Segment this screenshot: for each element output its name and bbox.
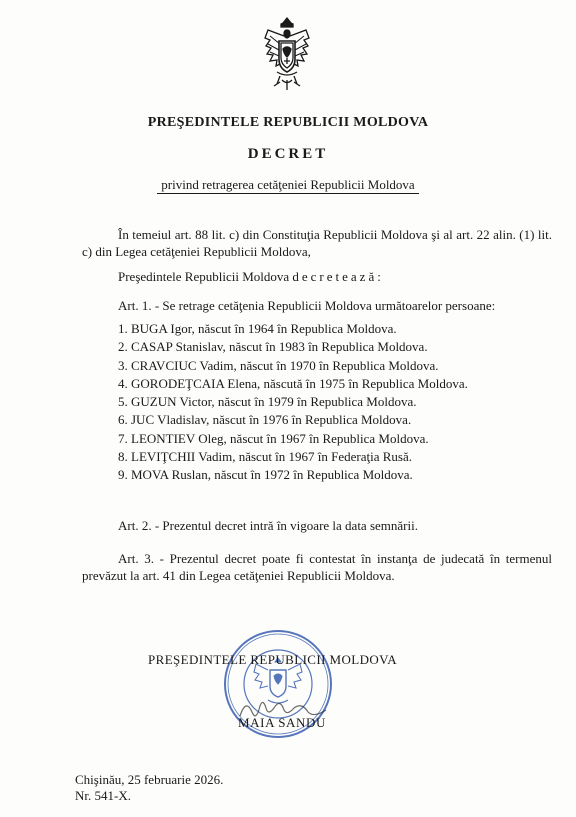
list-item: 3. CRAVCIUC Vadim, născut în 1970 în Republica Moldova.: [118, 357, 439, 373]
persons-list: [118, 320, 558, 485]
list-item: 4. GORODEŢCAIA Elena, născută în 1975 în Republica Moldova.: [118, 375, 468, 391]
decree-subject-text: privind retragerea cetăţeniei Republicii Moldova: [157, 177, 418, 194]
article-3: Art. 3. - Prezentul decret poate fi contestat în instanţa de judecată în termenul prevăzut la art. 41 din Legea cetăţeniei Republicii Moldova.: [82, 551, 552, 583]
signatory-name: MAIA SANDU: [238, 715, 326, 730]
issuer-heading: PREŞEDINTELE REPUBLICII MOLDOVA: [147, 115, 429, 130]
decides-prefix: Preşedintele Republicii Moldova: [118, 269, 293, 284]
decides-line: [118, 268, 548, 285]
coat-of-arms-icon: [262, 14, 312, 96]
list-item: 9. MOVA Ruslan, născut în 1972 în Republica Moldova.: [118, 467, 413, 483]
place-and-date: [75, 772, 223, 804]
article-2: Art. 2. - Prezentul decret intră în vigoare la data semnării.: [118, 518, 418, 533]
list-item: 5. GUZUN Victor, născut în 1979 în Republica Moldova.: [118, 394, 417, 410]
preamble-paragraph: În temeiul art. 88 lit. c) din Constituţia Republicii Moldova şi al art. 22 alin. (1) lit. c) din Legea cetăţeniei Republicii Moldova,: [82, 227, 552, 259]
list-item: 2. CASAP Stanislav, născut în 1983 în Republica Moldova.: [118, 339, 428, 355]
decree-subject: [0, 177, 576, 193]
decides-verb: decretează:: [292, 269, 384, 284]
place-date-line: Chişinău, 25 februarie 2026.: [75, 772, 224, 787]
article-1: Art. 1. - Se retrage cetăţenia Republicii Moldova următoarelor persoane:: [118, 298, 496, 313]
list-item: 8. LEVIŢCHII Vadim, născut în 1967 în Federaţia Rusă.: [118, 449, 413, 465]
decree-number: Nr. 541-X.: [75, 788, 131, 803]
list-item: 6. JUC Vladislav, născut în 1976 în Republica Moldova.: [118, 412, 412, 428]
list-item: 7. LEONTIEV Oleg, născut în 1967 în Republica Moldova.: [118, 430, 429, 446]
signature-title: PREŞEDINTELE REPUBLICII MOLDOVA: [148, 652, 398, 667]
document-type-heading: DECRET: [247, 146, 329, 162]
list-item: 1. BUGA Igor, născut în 1964 în Republica Moldova.: [118, 321, 397, 336]
